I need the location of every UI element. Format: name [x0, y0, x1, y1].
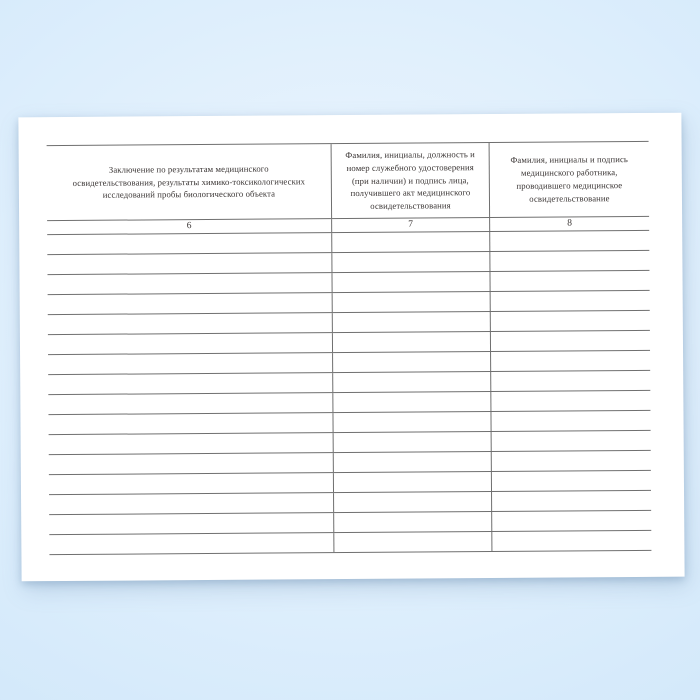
table-cell-empty	[490, 371, 650, 391]
table-cell-empty	[49, 533, 333, 554]
header-text-col7: Фамилия, инициалы, должность и номер служебного удостоверения (при наличии) и подпись лица, получившего акт медицинского освидетельствования	[345, 149, 475, 212]
table-cell-empty	[331, 272, 489, 292]
table-cell-empty	[47, 273, 331, 294]
table-cell-empty	[333, 512, 491, 532]
table-cell-empty	[491, 531, 651, 551]
table-cell-empty	[333, 532, 491, 552]
table-cell-empty	[490, 291, 650, 311]
table-cell-empty	[489, 251, 649, 271]
register-table	[47, 141, 652, 555]
table-cell-empty	[47, 233, 331, 254]
column-number-8: 8	[489, 217, 649, 231]
table-cell-empty	[333, 432, 491, 452]
table-cell-empty	[490, 311, 650, 331]
table-cell-empty	[490, 411, 650, 431]
document-sheet	[18, 113, 684, 582]
column-number-6: 6	[186, 221, 192, 232]
table-cell-empty	[491, 431, 651, 451]
header-text-col6: Заключение по результатам медицинского освидетельствования, результаты химико-токсикологических исследований пробы биологического объекта	[72, 163, 306, 201]
table-cell-empty	[489, 271, 649, 291]
table-cell-empty	[49, 433, 333, 454]
table-cell-empty	[491, 471, 651, 491]
header-text-col8: Фамилия, инициалы и подпись медицинского работника, проводившего медицинское освидетельствование	[510, 154, 628, 204]
table-cell-empty	[489, 231, 649, 251]
table-cell-empty	[48, 293, 332, 314]
table-cell-empty	[332, 392, 490, 412]
table-cell-empty	[332, 412, 490, 432]
table-cell-empty	[332, 292, 490, 312]
table-cell-empty	[490, 391, 650, 411]
table-cell-empty	[331, 232, 489, 252]
table-cell-empty	[48, 313, 332, 334]
table-cell-empty	[48, 333, 332, 354]
table-cell-empty	[48, 373, 332, 394]
table-cell-empty	[332, 352, 490, 372]
table-row	[49, 531, 651, 555]
header-cell-col7	[331, 143, 490, 218]
header-cell-col6	[47, 144, 332, 220]
table-cell-empty	[48, 353, 332, 374]
table-cell-empty	[48, 393, 332, 414]
column-number-7: 7	[331, 218, 489, 232]
table-header-row	[47, 141, 650, 221]
table-cell-empty	[332, 372, 490, 392]
table-cell-empty	[333, 452, 491, 472]
table-cell-empty	[491, 451, 651, 471]
table-cell-empty	[49, 453, 333, 474]
table-cell-empty	[331, 252, 489, 272]
table-cell-empty	[491, 511, 651, 531]
table-cell-empty	[333, 492, 491, 512]
empty-rows-section	[47, 231, 651, 555]
table-cell-empty	[49, 473, 333, 494]
header-cell-col8	[489, 142, 650, 217]
table-cell-empty	[491, 491, 651, 511]
table-cell-empty	[49, 513, 333, 534]
table-cell-empty	[490, 351, 650, 371]
table-cell-empty	[333, 472, 491, 492]
table-cell-empty	[332, 332, 490, 352]
table-cell-empty	[47, 253, 331, 274]
table-cell-empty	[49, 493, 333, 514]
table-cell-empty	[490, 331, 650, 351]
table-cell-empty	[332, 312, 490, 332]
table-cell-empty	[48, 413, 332, 434]
